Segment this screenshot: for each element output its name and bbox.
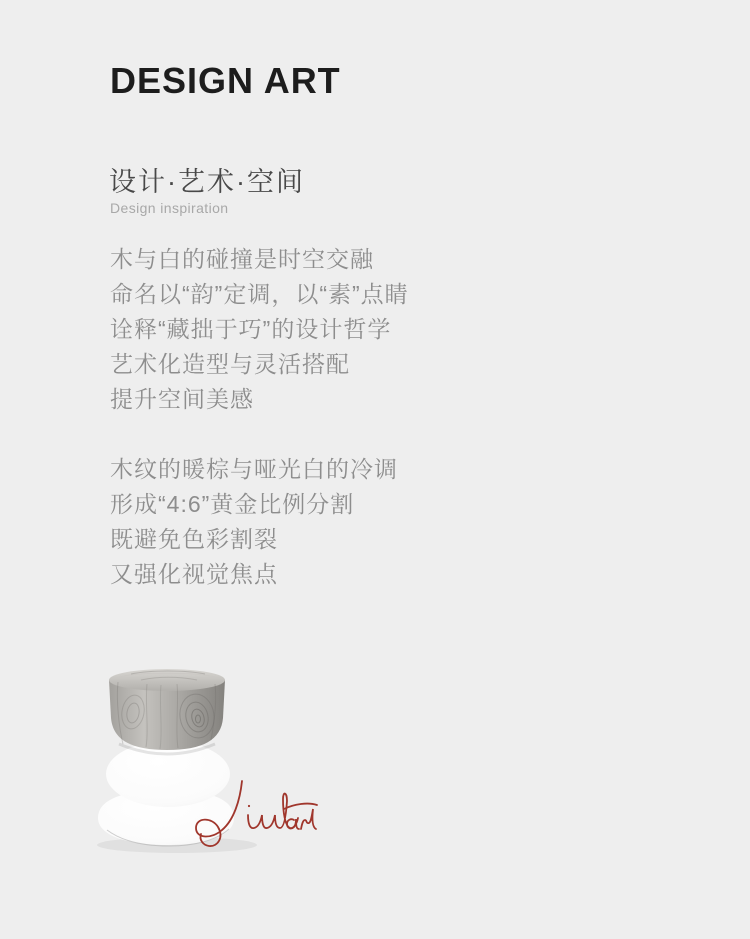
detail-line-3: 既避免色彩割裂 (110, 526, 278, 552)
detail-line-2: 形成“4:6”黄金比例分割 (110, 491, 355, 517)
detail-line-1: 木纹的暖棕与哑光白的冷调 (110, 456, 398, 482)
section-subtitle-en: Design inspiration (110, 200, 229, 216)
page-title: DESIGN ART (110, 60, 341, 101)
intro-line-3: 诠释“藏拙于巧”的设计哲学 (110, 316, 392, 342)
intro-line-5: 提升空间美感 (110, 386, 254, 412)
intro-paragraph (110, 242, 409, 417)
intro-line-1: 木与白的碰撞是时空交融 (110, 246, 374, 272)
intro-line-2: 命名以“韵”定调，以“素”点睛 (110, 281, 409, 307)
intro-line-4: 艺术化造型与灵活搭配 (110, 351, 350, 377)
detail-paragraph (110, 452, 398, 592)
section-heading-cn: 设计·艺术·空间 (109, 167, 305, 197)
brand-signature (188, 778, 320, 850)
signature-strokes (196, 781, 317, 846)
detail-line-4: 又强化视觉焦点 (110, 561, 278, 587)
